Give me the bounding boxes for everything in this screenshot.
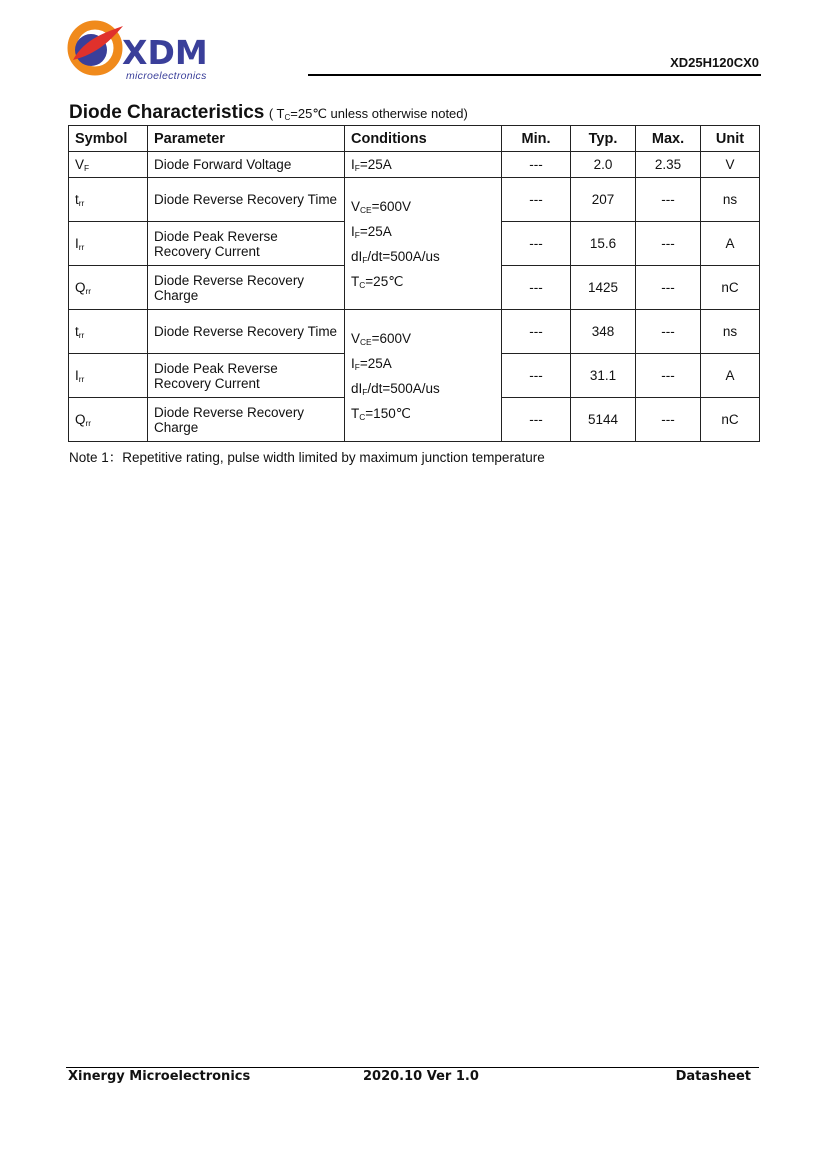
col-header-conditions: Conditions xyxy=(345,126,502,152)
typ-cell: 5144 xyxy=(571,398,636,442)
condition-if: $I_F=25A$ xyxy=(351,223,392,240)
conditions-cell-group1 xyxy=(345,178,502,310)
col-header-min: Min. xyxy=(502,126,571,152)
min-cell: --- xyxy=(502,354,571,398)
unit-cell: nC xyxy=(701,266,760,310)
min-cell: --- xyxy=(502,266,571,310)
typ-cell: 15.6 xyxy=(571,222,636,266)
max-cell: --- xyxy=(636,354,701,398)
col-header-symbol: Symbol xyxy=(69,126,148,152)
typ-cell: 2.0 xyxy=(571,152,636,178)
typ-cell: 1425 xyxy=(571,266,636,310)
symbol-cell: $V_F$ xyxy=(69,152,148,178)
unit-cell: ns xyxy=(701,310,760,354)
max-cell: --- xyxy=(636,178,701,222)
condition-didt: $dI_F/dt=500A/us$ xyxy=(351,248,440,265)
parameter-cell: Diode Reverse Recovery Time xyxy=(148,178,345,222)
condition-vce: $V_{CE}=600V$ xyxy=(351,198,412,215)
min-cell: --- xyxy=(502,398,571,442)
col-header-parameter: Parameter xyxy=(148,126,345,152)
footer-doc-type: Datasheet xyxy=(675,1069,751,1084)
unit-cell: nC xyxy=(701,398,760,442)
table-note: Note 1：Repetitive rating, pulse width limited by maximum junction temperature xyxy=(69,450,545,465)
section-condition: ( $T_C=25℃$ unless otherwise noted) xyxy=(268,106,468,122)
max-cell: 2.35 xyxy=(636,152,701,178)
parameter-cell: Diode Reverse Recovery Charge xyxy=(148,266,345,310)
max-cell: --- xyxy=(636,310,701,354)
typ-cell: 348 xyxy=(571,310,636,354)
symbol-cell: $I_{rr}$ xyxy=(69,222,148,266)
diode-characteristics-table xyxy=(68,125,760,442)
table-row xyxy=(69,310,760,354)
symbol-cell: $I_{rr}$ xyxy=(69,354,148,398)
section-title: Diode Characteristics xyxy=(69,102,265,123)
parameter-cell: Diode Peak Reverse Recovery Current xyxy=(148,222,345,266)
logo-wordmark: XDM xyxy=(122,33,208,72)
max-cell: --- xyxy=(636,266,701,310)
condition-tc: $T_C=25℃$ xyxy=(351,273,404,290)
footer-version: 2020.10 Ver 1.0 xyxy=(363,1069,479,1084)
symbol-cell: $t_{rr}$ xyxy=(69,310,148,354)
symbol-cell: $Q_{rr}$ xyxy=(69,266,148,310)
unit-cell: A xyxy=(701,222,760,266)
footer-rule xyxy=(66,1067,759,1068)
col-header-max: Max. xyxy=(636,126,701,152)
typ-cell: 207 xyxy=(571,178,636,222)
typ-cell: 31.1 xyxy=(571,354,636,398)
min-cell: --- xyxy=(502,178,571,222)
min-cell: --- xyxy=(502,222,571,266)
condition-didt: $dI_F/dt=500A/us$ xyxy=(351,380,440,397)
conditions-cell: $I_F=25A$ xyxy=(345,152,502,178)
conditions-cell-group2 xyxy=(345,310,502,442)
unit-cell: A xyxy=(701,354,760,398)
section-heading xyxy=(69,102,468,124)
symbol-cell: $Q_{rr}$ xyxy=(69,398,148,442)
logo-subtitle: microelectronics xyxy=(126,70,207,82)
condition-if: $I_F=25A$ xyxy=(351,355,392,372)
col-header-unit: Unit xyxy=(701,126,760,152)
max-cell: --- xyxy=(636,222,701,266)
condition-vce: $V_{CE}=600V$ xyxy=(351,330,412,347)
unit-cell: ns xyxy=(701,178,760,222)
table-row xyxy=(69,152,760,178)
parameter-cell: Diode Reverse Recovery Charge xyxy=(148,398,345,442)
symbol-cell: $t_{rr}$ xyxy=(69,178,148,222)
footer-company: Xinergy Microelectronics xyxy=(68,1069,251,1084)
unit-cell: V xyxy=(701,152,760,178)
parameter-cell: Diode Reverse Recovery Time xyxy=(148,310,345,354)
table-header-row xyxy=(69,126,760,152)
table-row xyxy=(69,178,760,222)
parameter-cell: Diode Forward Voltage xyxy=(148,152,345,178)
min-cell: --- xyxy=(502,310,571,354)
header-rule xyxy=(308,74,761,76)
col-header-typ: Typ. xyxy=(571,126,636,152)
document-number: XD25H120CX0 xyxy=(670,55,759,70)
max-cell: --- xyxy=(636,398,701,442)
parameter-cell: Diode Peak Reverse Recovery Current xyxy=(148,354,345,398)
condition-tc: $T_C=150℃$ xyxy=(351,405,411,422)
min-cell: --- xyxy=(502,152,571,178)
